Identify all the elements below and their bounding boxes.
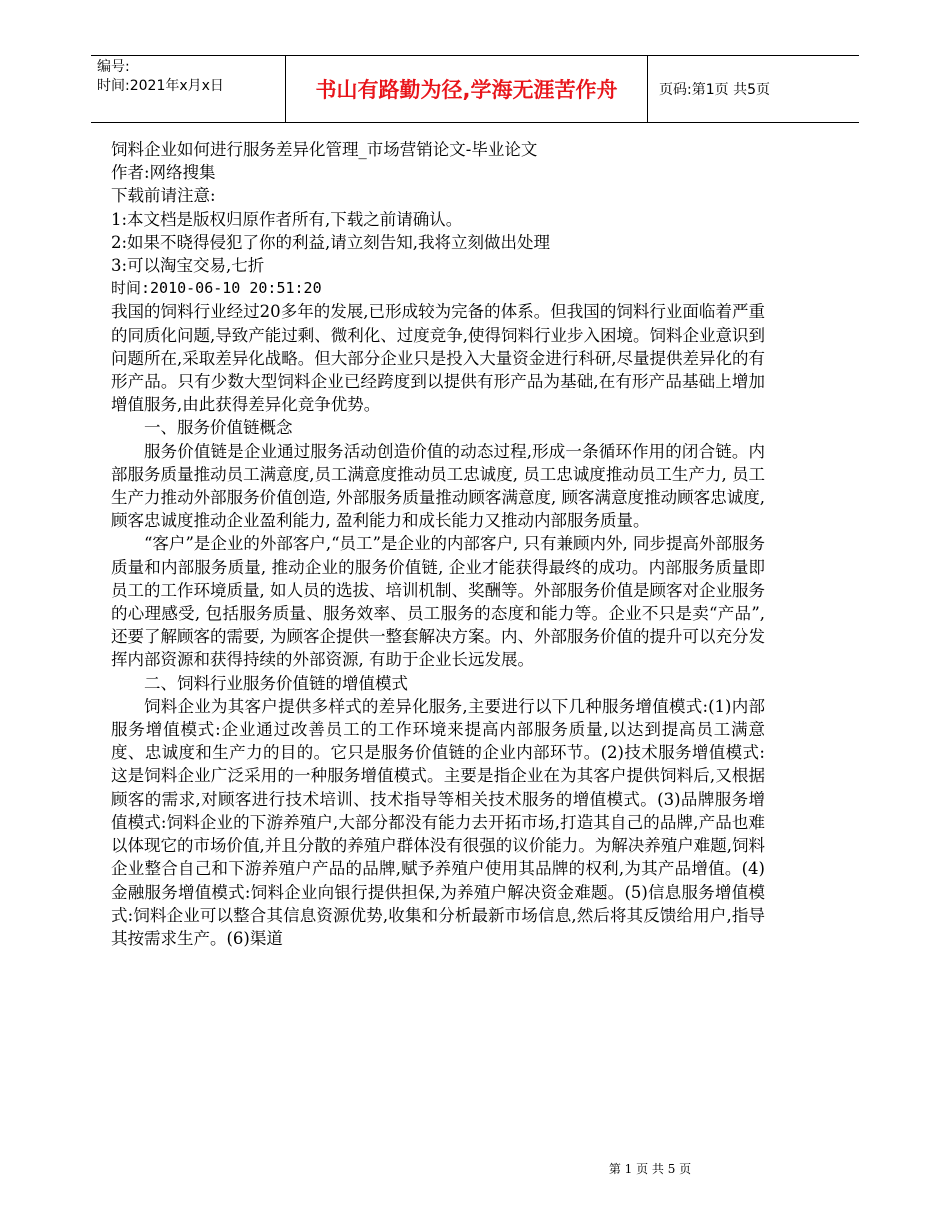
- paragraph: 饲料企业为其客户提供多样式的差异化服务,主要进行以下几种服务增值模式:(1)内部服务增值模式:企业通过改善员工的工作环境来提高内部服务质量,以达到提高员工满意度、忠诚度和生产力的目的。它只是服务价值链的企业内部环节。(2)技术服务增值模式:这是饲料企业广泛采用的一种服务增值模式。主要是指企业在为其客户提供饲料后,又根据顾客的需求,对顾客进行技术培训、技术指导等相关技术服务的增值模式。(3)品牌服务增值模式:饲料企业的下游养殖户,大部分都没有能力去开拓市场,打造其自己的品牌,产品也难以体现它的市场价值,并且分散的养殖户群体没有很强的议价能力。为解决养殖户难题,饲料企业整合自己和下游养殖户产品的品牌,赋予养殖户使用其品牌的权利,为其产品增值。(4)金融服务增值模式:饲料企业向银行提供担保,为养殖户解决资金难题。(5)信息服务增值模式:饲料企业可以整合其信息资源优势,收集和分析最新市场信息,然后将其反馈给用户,指导其按需求生产。(6)渠道: [111, 696, 765, 948]
- header-divider: [647, 56, 648, 122]
- header-meta: [97, 58, 285, 96]
- page-footer: [0, 1160, 950, 1177]
- document-author: 作者:网络搜集: [111, 163, 216, 183]
- document-body: [111, 138, 765, 950]
- header-page-info: 页码:第1页 共5页: [659, 82, 770, 98]
- document-time-label: 时间:2021年x月x日: [97, 78, 224, 94]
- footer-page-number: 第 1 页 共 5 页: [608, 1162, 692, 1176]
- header-motto: 书山有路勤为径,学海无涯苦作舟: [315, 78, 618, 102]
- section-heading: 一、服务价值链概念: [144, 418, 293, 438]
- paragraph: “客户”是企业的外部客户,“员工”是企业的内部客户, 只有兼顾内外, 同步提高外部服务质量和内部服务质量, 推动企业的服务价值链, 企业才能获得最终的成功。内部服务质量即员工的工作环境质量, 如人员的选拔、培训机制、奖酬等。外部服务价值是顾客对企业服务的心理感受, 包括服务质量、服务效率、员工服务的态度和能力等。企业不只是卖“产品”, 还要了解顾客的需要, 为顾客企提供一整套解决方案。内、外部服务价值的提升可以充分发挥内部资源和获得持续的外部资源, 有助于企业长远发展。: [111, 534, 765, 670]
- document-meta: [111, 138, 765, 300]
- notice-heading: 下载前请注意:: [111, 186, 216, 206]
- notice-item: 1:本文档是版权归原作者所有,下载之前请确认。: [111, 209, 463, 229]
- paragraph-intro: 我国的饲料行业经过20多年的发展,已形成较为完备的体系。但我国的饲料行业面临着严重的同质化问题,导致产能过剩、微利化、过度竞争,使得饲料行业步入困境。饲料企业意识到问题所在,采取差异化战略。但大部分企业只是投入大量资金进行科研,尽量提供差异化的有形产品。只有少数大型饲料企业已经跨度到以提供有形产品为基础,在有形产品基础上增加增值服务,由此获得差异化竞争优势。: [111, 302, 765, 415]
- paragraph: 服务价值链是企业通过服务活动创造价值的动态过程,形成一条循环作用的闭合链。内部服务质量推动员工满意度,员工满意度推动员工忠诚度, 员工忠诚度推动员工生产力, 员工生产力推动外部服务价值创造, 外部服务质量推动顾客满意度, 顾客满意度推动顾客忠诚度, 顾客忠诚度推动企业盈利能力, 盈利能力和成长能力又推动内部服务质量。: [111, 441, 765, 531]
- section-heading: 二、饲料行业服务价值链的增值模式: [144, 673, 408, 693]
- notice-item: 3:可以淘宝交易,七折: [111, 256, 265, 276]
- document-header: [91, 55, 859, 123]
- document-time: 时间:2010-06-10 20:51:20: [111, 279, 322, 298]
- document-number-label: 编号:: [97, 59, 130, 75]
- document-title: 饲料企业如何进行服务差异化管理_市场营销论文-毕业论文: [111, 140, 538, 159]
- notice-item: 2:如果不晓得侵犯了你的利益,请立刻告知,我将立刻做出处理: [111, 232, 551, 252]
- article-text: [111, 300, 765, 950]
